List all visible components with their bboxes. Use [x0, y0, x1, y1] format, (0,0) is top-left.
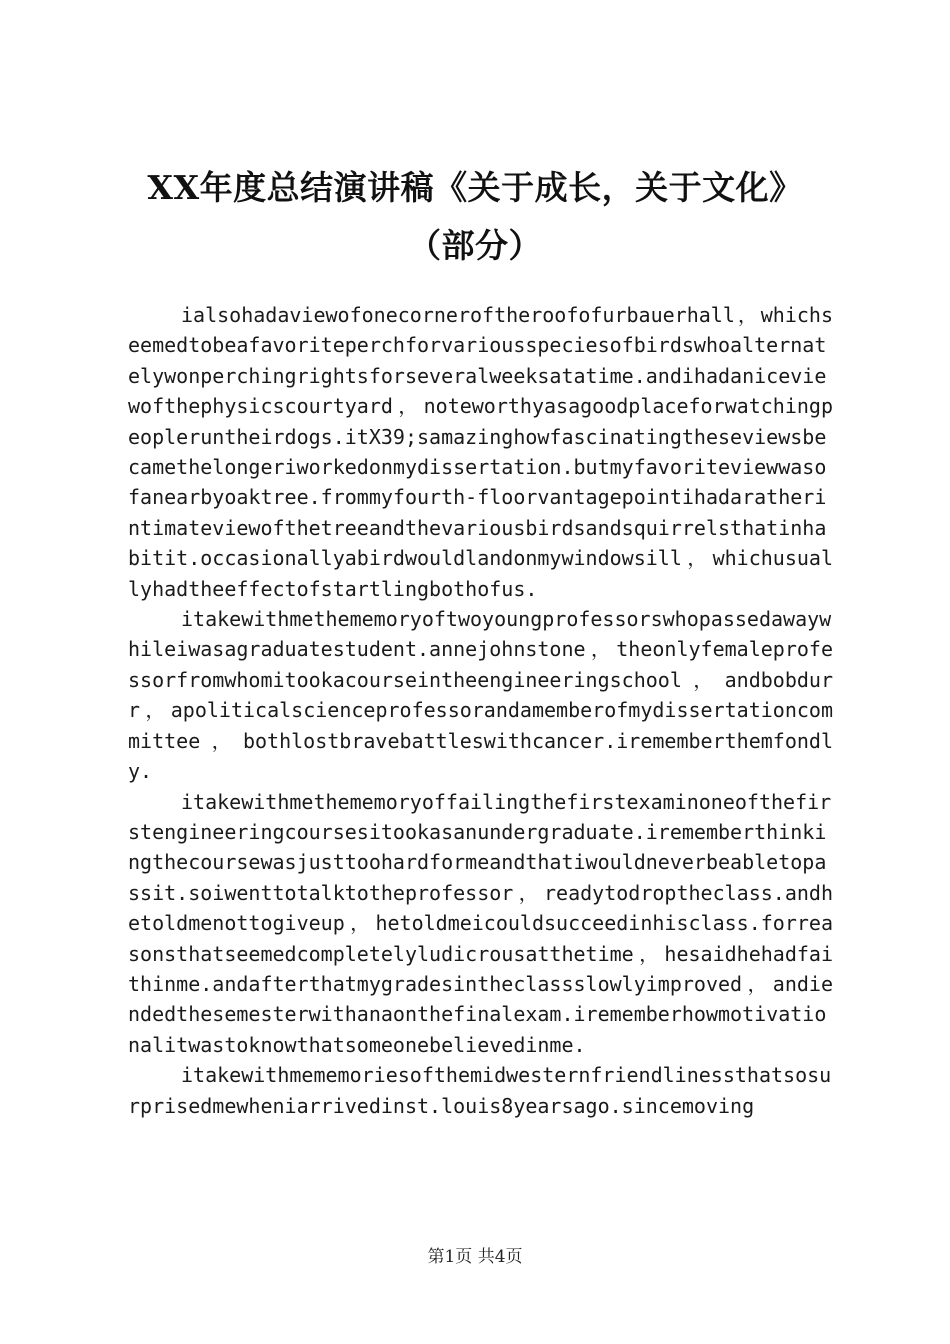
- paragraph: itakewithmethememoryoftwoyoungprofessorswhopassedawaywhileiwasagraduatestudent.annejohnstone，theonlyfemaleprofessorfromwhomitookacourseintheengineeringschool，andbobdurr，apoliticalscienceprofessorandamemberofmydissertationcommittee，bothlostbravebattleswithcancer.irememberthemfondly.: [128, 607, 833, 784]
- document-title: XX年度总结演讲稿《关于成长，关于文化》: [147, 168, 803, 207]
- page-number-footer: 第1页 共4页: [427, 1247, 523, 1267]
- paragraph: itakewithmethememoryoffailingthefirstexaminoneofthefirstengineeringcoursesitookasanundergraduate.irememberthinkingthecoursewasjusttoohardformeandthatiwouldneverbeabletopassit.soiwenttotalktotheprofessor，readytodroptheclass.andhetoldmenottogiveup，hetoldmeicouldsucceedinhisclass.forreasonsthatseemedcompletelyludicrousatthetime，hesaidhehadfaithinme.andafterthatmygradesintheclassslowlyimproved，andiendedthesemesterwithanaonthefinalexam.irememberhowmotivationalitwastoknowthatsomeonebelievedinme.: [128, 789, 833, 1057]
- paragraph: itakewithmememoriesofthemidwesternfriendlinessthatsosurprisedmewheniarrivedinst.louis8yearsago.sincemoving: [128, 1063, 832, 1118]
- document-body: [128, 300, 833, 1121]
- paragraph: ialsohadaviewofonecorneroftheroofofurbauerhall，whichseemedtobeafavoriteperchforvariousspeciesofbirdswhoalternatelywonperchingrightsforseveralweeksatatime.andihadaniceviewofthephysicscourtyard，noteworthyasagoodplaceforwatchingpeopleruntheirdogs.itX39;samazinghowfascinatingtheseviewsbecamethelongeriworkedonmydissertation.butmyfavoriteviewwasofanearbyoaktree.frommyfourth-floorvantagepointihadaratherintimateviewofthetreeandthevariousbirdsandsquirrelsthatinhabitit.occasionallyabirdwouldlandonmywindowsill，whichusuallyhadtheeffectofstartlingbothofus.: [128, 303, 833, 601]
- document-subtitle: （部分）: [408, 226, 542, 265]
